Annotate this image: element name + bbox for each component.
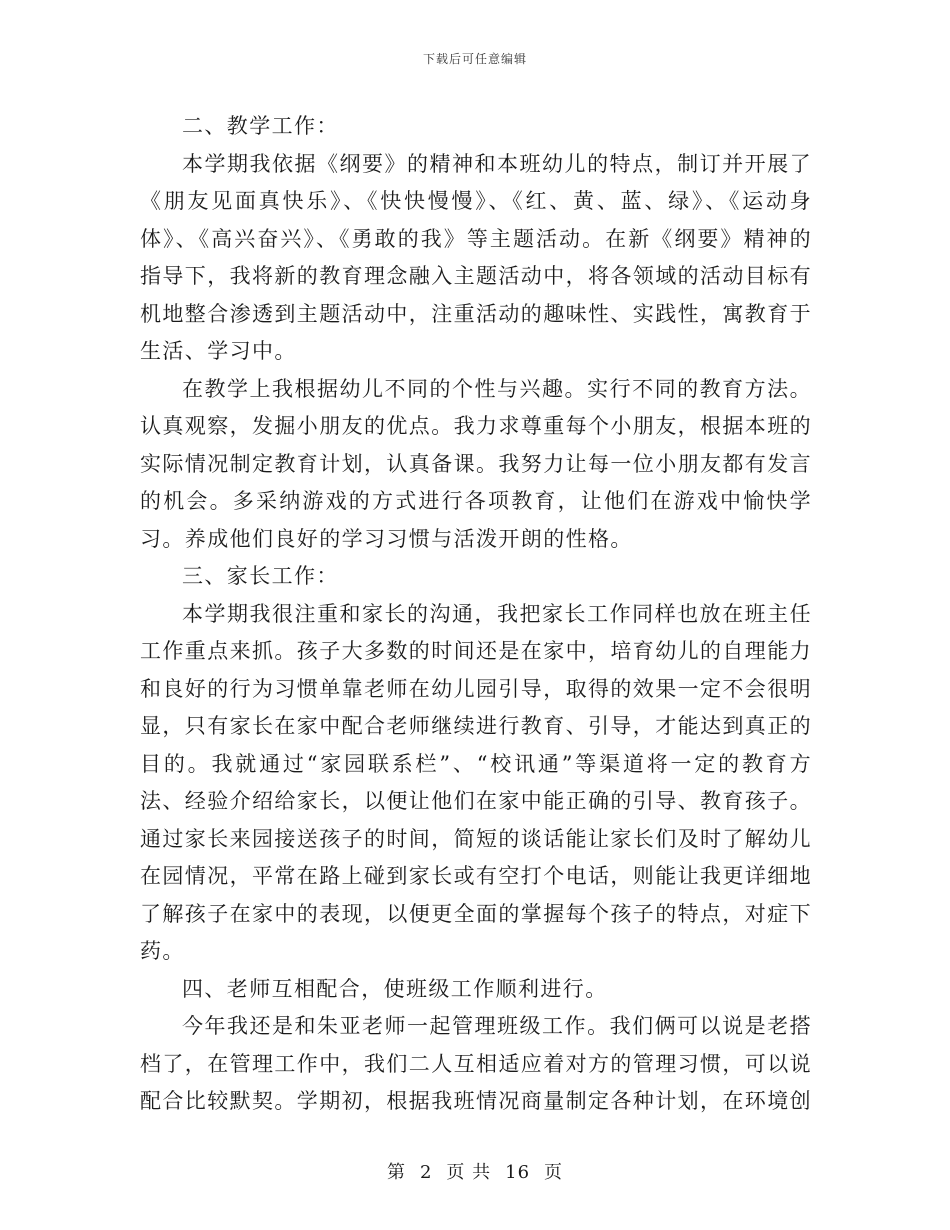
section-heading-parents: 三、家长工作： — [182, 564, 339, 588]
footer-suffix: 页 — [544, 1162, 564, 1183]
paragraph-teaching-methods: 在教学上我根据幼儿不同的个性与兴趣。实行不同的教育方法。认真观察，发掘小朋友的优点。我力求尊重每个小朋友，根据本班的实际情况制定教育计划，认真备课。我努力让每一位小朋友都有发言的机会。多采纳游戏的方式进行各项教育，让他们在游戏中愉快学习。养成他们良好的学习习惯与活泼开朗的性格。 — [140, 376, 812, 551]
header-note: 下载后可任意编辑 — [422, 52, 527, 66]
paragraph-teacher-cooperation: 今年我还是和朱亚老师一起管理班级工作。我们俩可以说是老搭档了，在管理工作中，我们二人互相适应着对方的管理习惯，可以说配合比较默契。学期初，根据我班情况商量制定各种计划，在环境创 — [140, 1014, 812, 1113]
paragraph-parents-communication: 本学期我很注重和家长的沟通，我把家长工作同样也放在班主任工作重点来抓。孩子大多数的时间还是在家中，培育幼儿的自理能力和良好的行为习惯单靠老师在幼儿园引导，取得的效果一定不会很明显，只有家长在家中配合老师继续进行教育、引导，才能达到真正的目的。我就通过“家园联系栏”、“校讯通”等渠道将一定的教育方法、经验介绍给家长，以便让他们在家中能正确的引导、教育孩子。通过家长来园接送孩子的时间，简短的谈话能让家长们及时了解幼儿在园情况，平常在路上碰到家长或有空打个电话，则能让我更详细地了解孩子在家中的表现，以便更全面的掌握每个孩子的特点，对症下药。 — [140, 601, 812, 963]
section-heading-teaching: 二、教学工作： — [182, 114, 339, 138]
section-heading-teacher-cooperation: 四、老师互相配合，使班级工作顺利进行。 — [182, 976, 608, 1001]
footer-middle: 页 共 — [446, 1162, 492, 1183]
page-number-footer — [0, 1158, 950, 1184]
paragraph-teaching-themes: 本学期我依据《纲要》的精神和本班幼儿的特点，制订并开展了《朋友见面真快乐》、《快快慢慢》、《红、黄、蓝、绿》、《运动身体》、《高兴奋兴》、《勇敢的我》等主题活动。在新《纲要》精神的指导下，我将新的教育理念融入主题活动中，将各领域的活动目标有机地整合渗透到主题活动中，注重活动的趣味性、实践性，寓教育于生活、学习中。 — [140, 151, 812, 363]
current-page-number: 2 — [419, 1162, 433, 1183]
document-body — [140, 108, 812, 1121]
total-pages-number: 16 — [505, 1162, 531, 1183]
footer-prefix: 第 — [386, 1162, 406, 1183]
